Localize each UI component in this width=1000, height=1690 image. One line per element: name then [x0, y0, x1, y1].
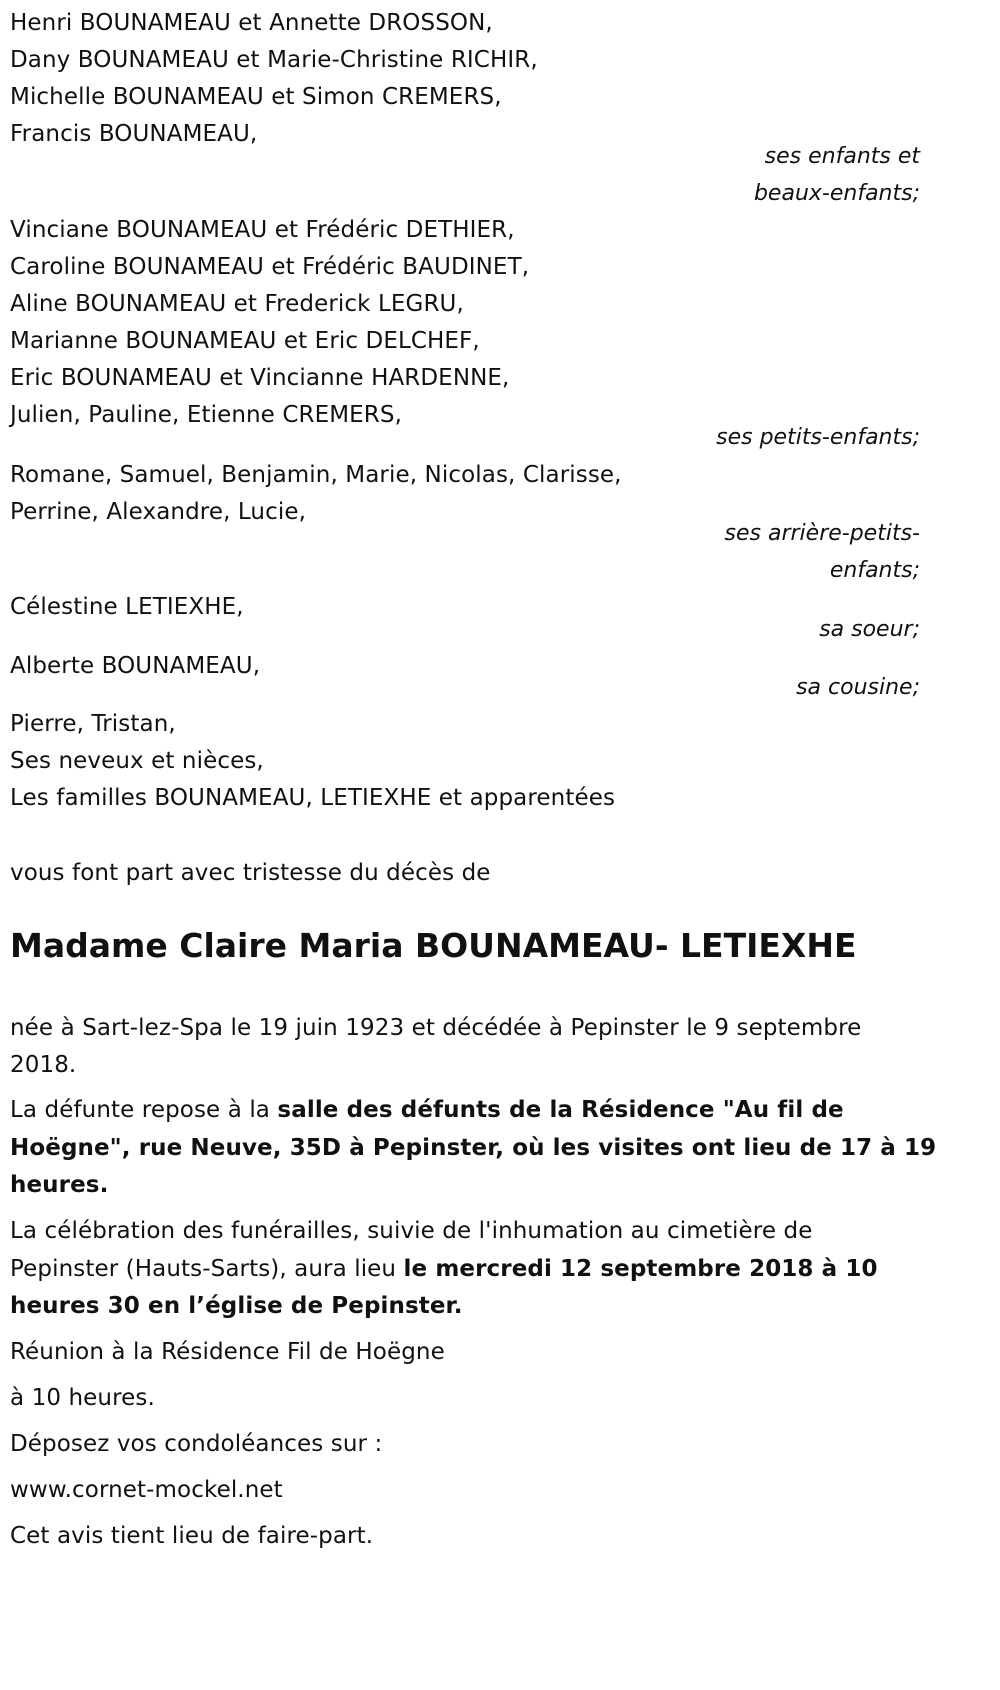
funeral-text: La célébration des funérailles, suivie de l'inhumation au cimetière de — [10, 1218, 813, 1244]
family-line: Eric BOUNAMEAU et Vincianne HARDENNE, — [10, 365, 510, 391]
family-line: Henri BOUNAMEAU et Annette DROSSON, — [10, 10, 493, 36]
family-line: Célestine LETIEXHE, — [10, 594, 244, 620]
repose-text — [10, 1170, 108, 1200]
funeral-location: heures 30 en l’église de Pepinster. — [10, 1293, 463, 1319]
funeral-text — [10, 1254, 878, 1284]
birth-death-text: 2018. — [10, 1052, 77, 1078]
family-line: Ses neveux et nièces, — [10, 748, 264, 774]
relation-label: ses arrière-petits- — [724, 521, 920, 546]
relation-label: enfants; — [829, 558, 920, 583]
announcement-text: vous font part avec tristesse du décès de — [10, 860, 491, 886]
condolences-label: Déposez vos condoléances sur : — [10, 1431, 383, 1457]
relation-label: ses enfants et — [764, 144, 920, 169]
family-line: Dany BOUNAMEAU et Marie-Christine RICHIR, — [10, 47, 538, 73]
family-line: Romane, Samuel, Benjamin, Marie, Nicolas, Clarisse, — [10, 462, 622, 488]
family-line: Caroline BOUNAMEAU et Frédéric BAUDINET, — [10, 254, 530, 280]
relation-label: sa soeur; — [819, 617, 920, 642]
family-line: Pierre, Tristan, — [10, 711, 176, 737]
deceased-name-heading: Madame Claire Maria BOUNAMEAU- LETIEXHE — [10, 926, 857, 965]
family-line: Julien, Pauline, Etienne CREMERS, — [10, 402, 402, 428]
family-line: Perrine, Alexandre, Lucie, — [10, 499, 307, 525]
birth-death-text: née à Sart-lez-Spa le 19 juin 1923 et décédée à Pepinster le 9 septembre — [10, 1015, 862, 1041]
family-line: Aline BOUNAMEAU et Frederick LEGRU, — [10, 291, 464, 317]
family-line: Les familles BOUNAMEAU, LETIEXHE et apparentées — [10, 785, 616, 811]
repose-prefix: La défunte repose à la — [10, 1097, 278, 1123]
funeral-prefix: Pepinster (Hauts-Sarts), aura lieu — [10, 1256, 404, 1282]
repose-location: heures. — [10, 1172, 109, 1198]
closing-text: Cet avis tient lieu de faire-part. — [10, 1523, 374, 1549]
repose-location: Hoëgne", rue Neuve, 35D à Pepinster, où les visites ont lieu de 17 à 19 — [10, 1135, 937, 1161]
relation-label: beaux-enfants; — [753, 181, 920, 206]
condolences-link[interactable]: www.cornet-mockel.net — [10, 1477, 283, 1503]
family-line: Alberte BOUNAMEAU, — [10, 653, 261, 679]
repose-text — [10, 1095, 844, 1125]
relation-label: ses petits-enfants; — [716, 425, 920, 450]
funeral-text — [10, 1291, 463, 1321]
family-line: Michelle BOUNAMEAU et Simon CREMERS, — [10, 84, 502, 110]
reunion-text: Réunion à la Résidence Fil de Hoëgne — [10, 1339, 445, 1365]
repose-text — [10, 1133, 936, 1163]
reunion-text: à 10 heures. — [10, 1385, 155, 1411]
family-line: Francis BOUNAMEAU, — [10, 121, 258, 147]
family-line: Vinciane BOUNAMEAU et Frédéric DETHIER, — [10, 217, 515, 243]
repose-location: salle des défunts de la Résidence "Au fil de — [277, 1097, 844, 1123]
family-line: Marianne BOUNAMEAU et Eric DELCHEF, — [10, 328, 480, 354]
funeral-datetime: le mercredi 12 septembre 2018 à 10 — [403, 1256, 878, 1282]
relation-label: sa cousine; — [796, 675, 920, 700]
